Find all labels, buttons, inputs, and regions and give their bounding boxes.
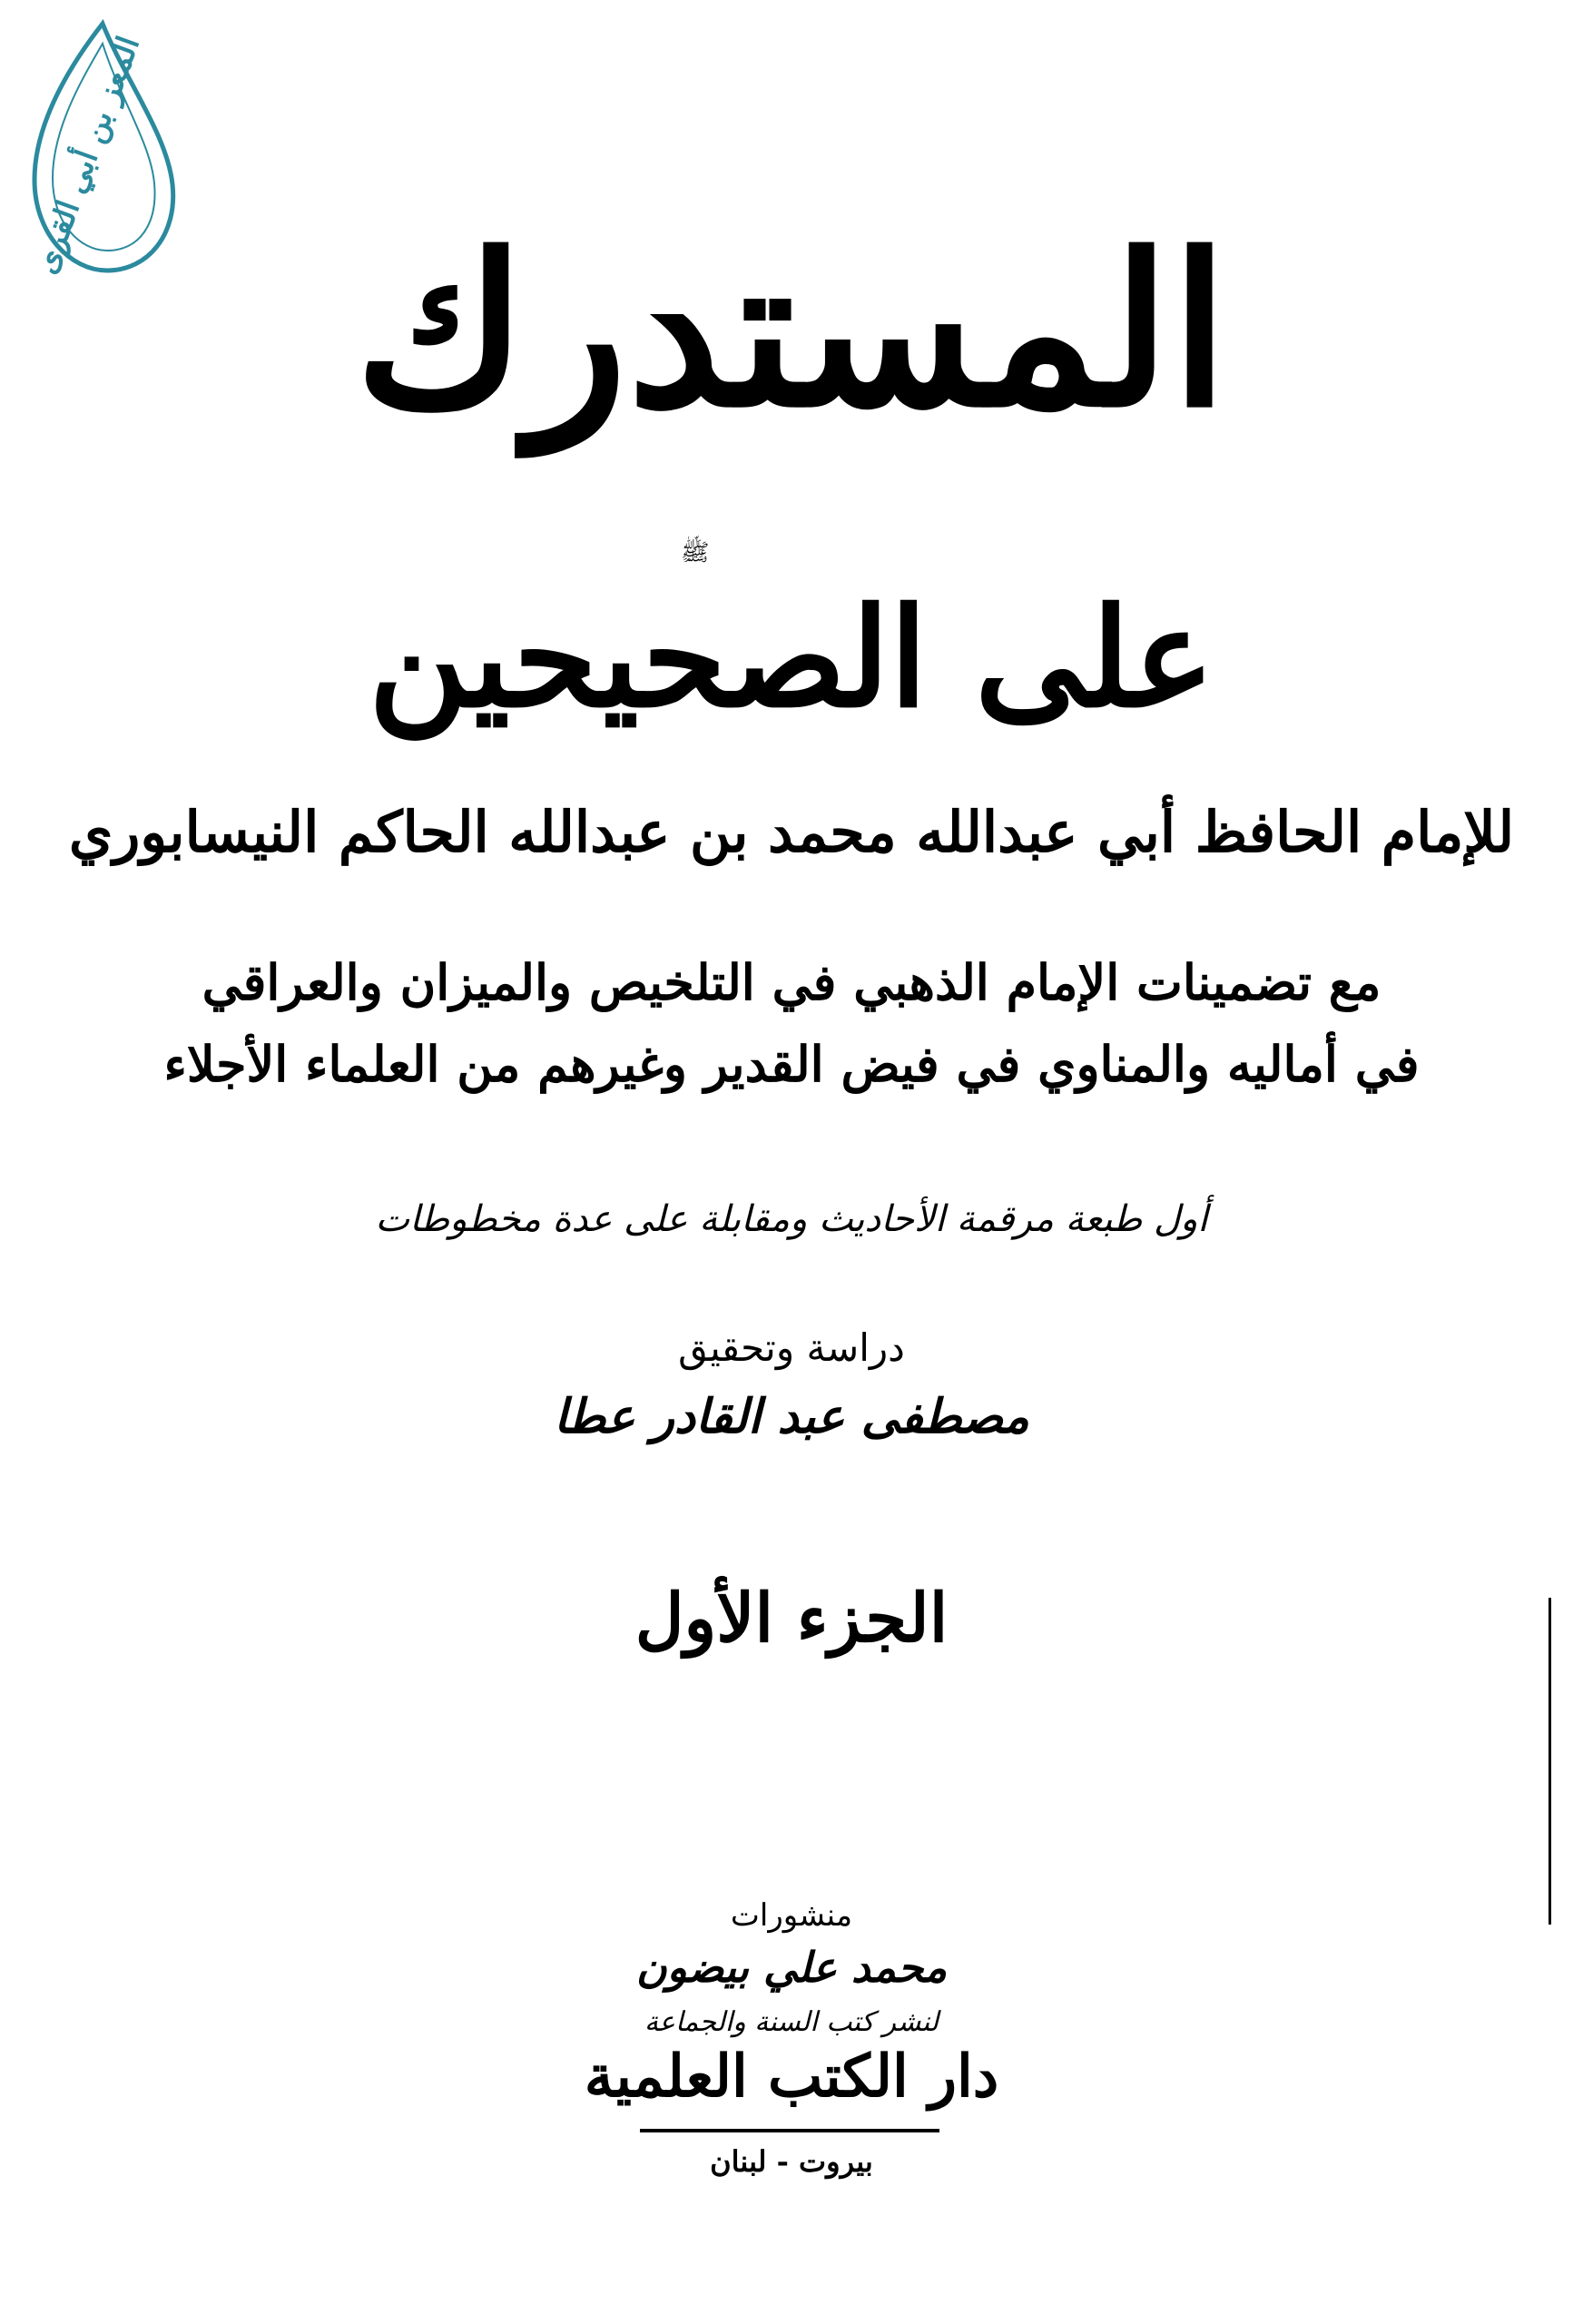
- honorific-mark: ﷺ: [681, 539, 710, 566]
- publisher-name: محمد علي بيضون: [635, 1943, 948, 1992]
- study-label: دراسة وتحقيق: [678, 1325, 905, 1370]
- publishing-house: دار الكتب العلمية: [584, 2043, 999, 2111]
- author-line: للإمام الحافظ أبي عبدالله محمد بن عبدالله الحاكم النيسابوري: [68, 799, 1515, 865]
- editor-name: مصطفى عبد القادر عطا: [554, 1389, 1029, 1444]
- publisher-description: لنشر كتب السنة والجماعة: [644, 2006, 939, 2038]
- volume-label: الجزء الأول: [634, 1580, 949, 1658]
- book-subtitle: على الصحيحين: [368, 578, 1215, 738]
- publisher-city: بيروت - لبنان: [710, 2144, 873, 2179]
- logo-text: المعز بن أبي القرى: [27, 31, 148, 279]
- book-title: المستدرك: [354, 209, 1229, 454]
- edition-note: أول طبعة مرقمة الأحاديث ومقابلة على عدة مخطوطات: [375, 1198, 1208, 1240]
- annotations-line-1: مع تضمينات الإمام الذهبي في التلخيص والميزان والعراقي: [202, 953, 1381, 1011]
- margin-line: [1549, 1598, 1551, 1925]
- publisher-label: منشورات: [730, 1897, 853, 1934]
- publisher-divider: [640, 2129, 939, 2132]
- annotations-line-2: في أماليه والمناوي في فيض القدير وغيرهم من العلماء الأجلاء: [163, 1035, 1420, 1093]
